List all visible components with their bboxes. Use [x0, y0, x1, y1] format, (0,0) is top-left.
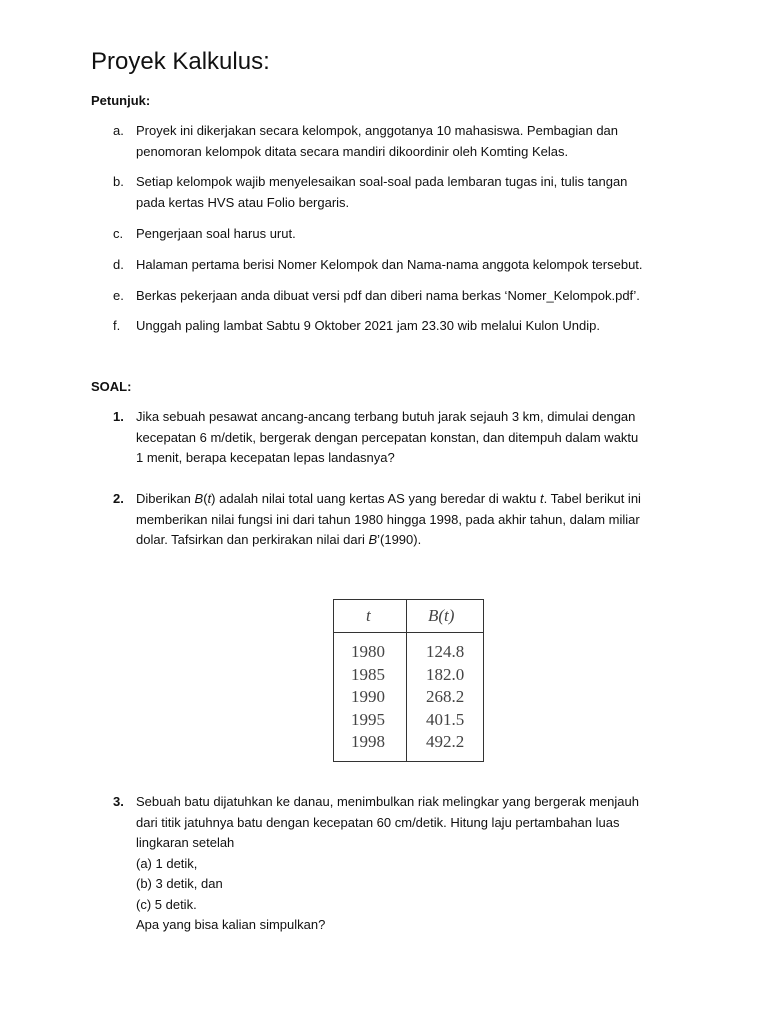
problem-1 — [91, 407, 691, 469]
problem-line: (a) 1 detik, — [136, 855, 198, 871]
table-column-values — [426, 641, 464, 754]
problem-2 — [91, 489, 691, 551]
text-run: Diberikan — [136, 491, 195, 506]
problem-line: 1 menit, berapa kecepatan lepas landasnya? — [136, 450, 395, 465]
item-marker: a. — [113, 123, 124, 138]
text-run: ( — [203, 491, 208, 506]
item-line: Halaman pertama berisi Nomer Kelompok dan Nama-nama anggota kelompok tersebut. — [136, 257, 643, 272]
instruction-item-d — [91, 255, 691, 276]
instruction-item-a — [91, 121, 691, 162]
text-run: dolar. Tafsirkan dan perkirakan nilai dari — [136, 532, 369, 547]
problem-line: (c) 5 detik. — [136, 896, 197, 912]
table-cell: 1980 — [351, 642, 385, 661]
instructions-heading: Petunjuk: — [91, 93, 151, 108]
problem-line: kecepatan 6 m/detik, bergerak dengan percepatan konstan, dan ditempuh dalam waktu — [136, 429, 639, 445]
problem-line: memberikan nilai fungsi ini dari tahun 1980 hingga 1998, pada akhir tahun, dalam miliar — [136, 511, 640, 527]
item-line: Unggah paling lambat Sabtu 9 Oktober 2021 jam 23.30 wib melalui Kulon Undip. — [136, 318, 600, 333]
table-header-bt: B(t) — [428, 606, 455, 625]
item-marker: f. — [113, 318, 121, 333]
item-line: penomoran kelompok ditata secara mandiri dikoordinir oleh Komting Kelas. — [136, 143, 569, 159]
problem-line — [136, 530, 691, 551]
math-symbol: t — [540, 491, 544, 506]
text-run: ’(1990). — [377, 532, 422, 547]
table-cell: 492.2 — [426, 732, 465, 751]
problem-line — [136, 489, 691, 510]
problem-line: dari titik jatuhnya batu dengan kecepatan 60 cm/detik. Hitung laju pertambahan luas — [136, 814, 620, 830]
table-cell: 1985 — [351, 664, 385, 684]
item-marker: c. — [113, 226, 124, 241]
instruction-item-b — [91, 172, 691, 213]
math-symbol: B — [194, 491, 204, 506]
item-marker: e. — [113, 288, 124, 303]
data-table — [333, 599, 484, 762]
table-header-t: t — [366, 606, 371, 625]
item-line: Proyek ini dikerjakan secara kelompok, anggotanya 10 mahasiswa. Pembagian dan — [136, 123, 619, 138]
item-marker: d. — [113, 257, 124, 272]
table-cell: 1995 — [351, 709, 385, 729]
table-divider-horizontal — [334, 632, 483, 633]
instruction-item-f — [91, 316, 691, 337]
text-run: . Tabel berikut ini — [543, 491, 641, 506]
table-cell: 124.8 — [426, 642, 465, 661]
problem-3 — [91, 792, 691, 936]
table-cell: 268.2 — [426, 687, 465, 706]
item-line: pada kertas HVS atau Folio bergaris. — [136, 194, 350, 210]
table-cell: 1990 — [351, 687, 385, 706]
text-run: ) adalah nilai total uang kertas AS yang beredar di waktu — [211, 491, 540, 506]
problem-number: 2. — [113, 491, 124, 506]
math-symbol: t — [207, 491, 212, 506]
instruction-item-e — [91, 286, 691, 307]
problem-line: lingkaran setelah — [136, 835, 235, 850]
item-line: Setiap kelompok wajib menyelesaikan soal-soal pada lembaran tugas ini, tulis tangan — [136, 174, 628, 189]
problem-line: Jika sebuah pesawat ancang-ancang terbang butuh jarak sejauh 3 km, dimulai dengan — [136, 409, 636, 424]
page-title: Proyek Kalkulus: — [91, 48, 270, 75]
item-line: Pengerjaan soal harus urut. — [136, 226, 296, 241]
table-column-years — [351, 641, 385, 754]
table-cell: 401.5 — [426, 709, 465, 729]
problem-line: Apa yang bisa kalian simpulkan? — [136, 917, 326, 932]
math-symbol: B — [368, 532, 378, 547]
table-cell: 182.0 — [426, 664, 465, 684]
item-marker: b. — [113, 174, 124, 189]
table-divider-vertical — [406, 600, 407, 761]
instruction-item-c — [91, 224, 691, 245]
problem-number: 1. — [113, 409, 124, 424]
item-line: Berkas pekerjaan anda dibuat versi pdf dan diberi nama berkas ‘Nomer_Kelompok.pdf’. — [136, 288, 640, 303]
problem-line: Sebuah batu dijatuhkan ke danau, menimbulkan riak melingkar yang bergerak menjauh — [136, 794, 639, 809]
problems-heading: SOAL: — [91, 379, 132, 394]
table-cell: 1998 — [351, 732, 385, 751]
problem-number: 3. — [113, 794, 124, 809]
problem-line: (b) 3 detik, dan — [136, 876, 223, 891]
